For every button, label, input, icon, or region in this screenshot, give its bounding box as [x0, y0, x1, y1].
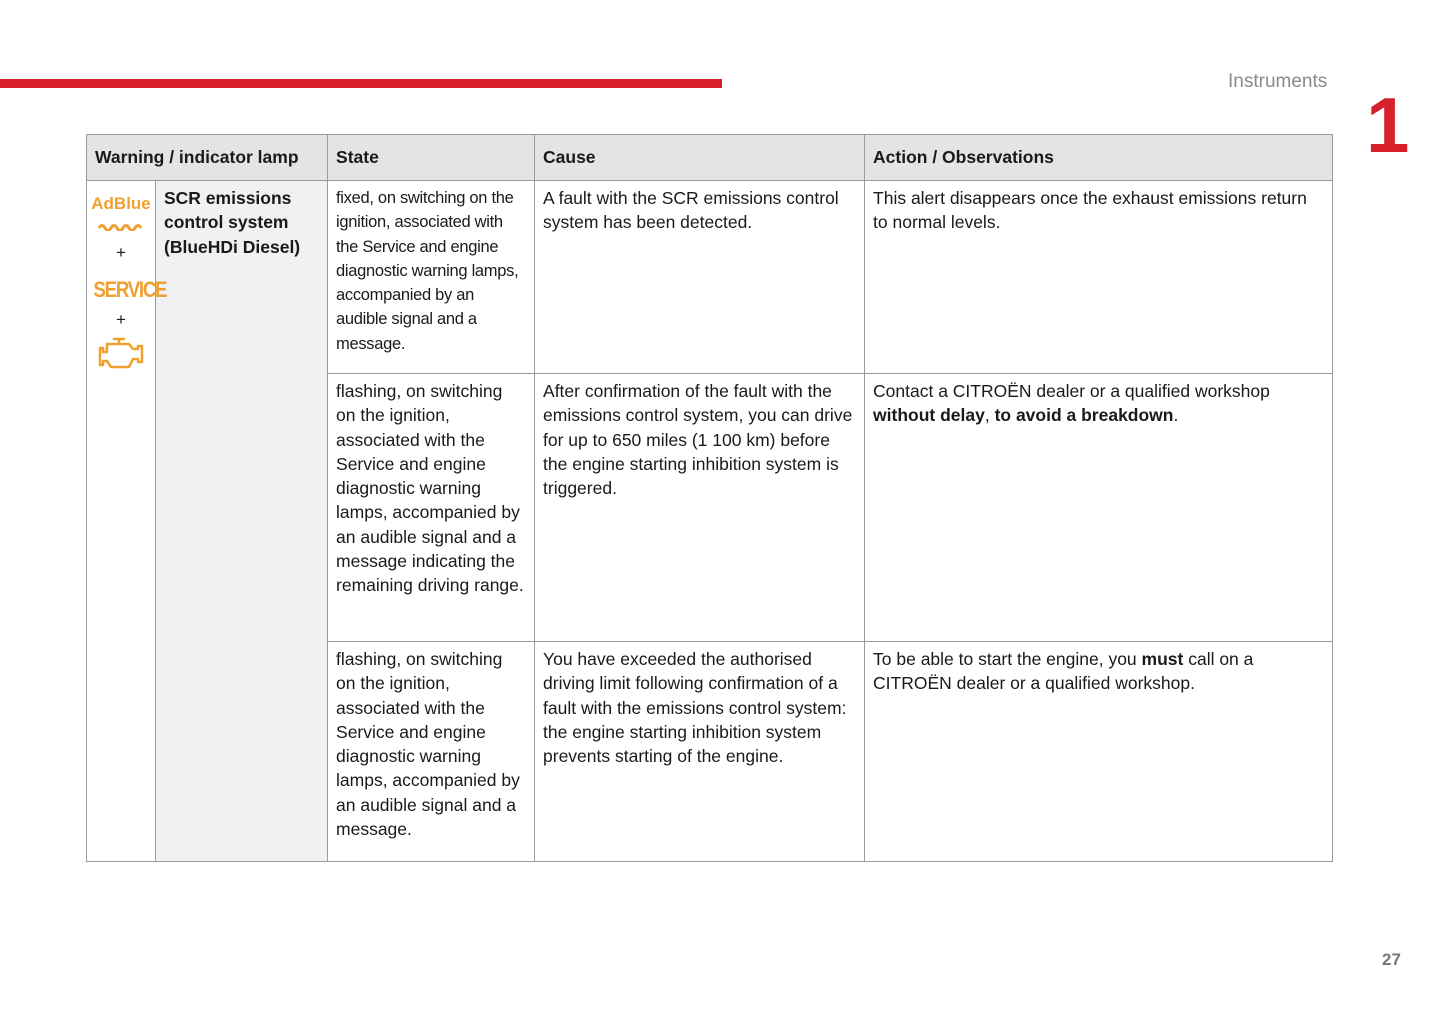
section-title: Instruments [1228, 71, 1328, 92]
action-cell [865, 181, 1333, 374]
cause-cell: A fault with the SCR emissions control system has been detected. [535, 181, 865, 374]
header-red-bar [0, 79, 722, 88]
column-header: Action / Observations [865, 135, 1333, 181]
engine-diagnostic-icon [97, 336, 145, 372]
action-text: Contact a CITROËN dealer or a qualified workshop [873, 381, 1270, 401]
service-icon: SERVICE [93, 276, 167, 302]
plus-sign: + [116, 243, 126, 263]
cause-cell: After confirmation of the fault with the emissions control system, you can drive for up to 650 miles (1 100 km) before the engine starting inhibition system is triggered. [535, 374, 865, 642]
action-text: This alert disappears once the exhaust emissions return to normal levels. [873, 188, 1307, 233]
lamp-name: SCR emissions control system (BlueHDi Diesel) [156, 181, 328, 862]
action-text: to avoid a breakdown [994, 405, 1174, 426]
action-text: call on a CITROËN dealer or a qualified workshop. [873, 649, 1254, 694]
lamp-icons-cell [87, 181, 167, 862]
adblue-icon: AdBlue [87, 195, 155, 237]
page-number: 27 [1382, 950, 1401, 969]
action-text: , [984, 405, 995, 426]
action-cell [865, 374, 1333, 642]
column-header: Warning / indicator lamp [87, 135, 328, 181]
plus-sign: + [116, 309, 126, 329]
state-cell: flashing, on switching on the ignition, associated with the Service and engine diagnostic warning lamps, accompanied by an audible signal and a message indicating the remaining driving range. [328, 374, 535, 642]
column-header: State [328, 135, 535, 181]
action-cell [865, 642, 1333, 862]
action-text: without delay [873, 405, 985, 426]
table-row [87, 181, 1333, 374]
action-text: must [1141, 649, 1184, 669]
action-text: To be able to start the engine, you [873, 649, 1142, 669]
chapter-number: 1 [1366, 81, 1410, 169]
state-cell: fixed, on switching on the ignition, associated with the Service and engine diagnostic warning lamps, accompanied by an audible signal and a message. [328, 181, 535, 374]
table-header-row [87, 135, 1333, 181]
state-cell: flashing, on switching on the ignition, associated with the Service and engine diagnostic warning lamps, accompanied by an audible signal and a message. [328, 642, 535, 862]
warning-lamp-table [86, 134, 1333, 862]
column-header: Cause [535, 135, 865, 181]
cause-cell: You have exceeded the authorised driving limit following confirmation of a fault with the emissions control system: the engine starting inhibition system prevents starting of the engine. [535, 642, 865, 862]
action-text: . [1173, 405, 1179, 426]
